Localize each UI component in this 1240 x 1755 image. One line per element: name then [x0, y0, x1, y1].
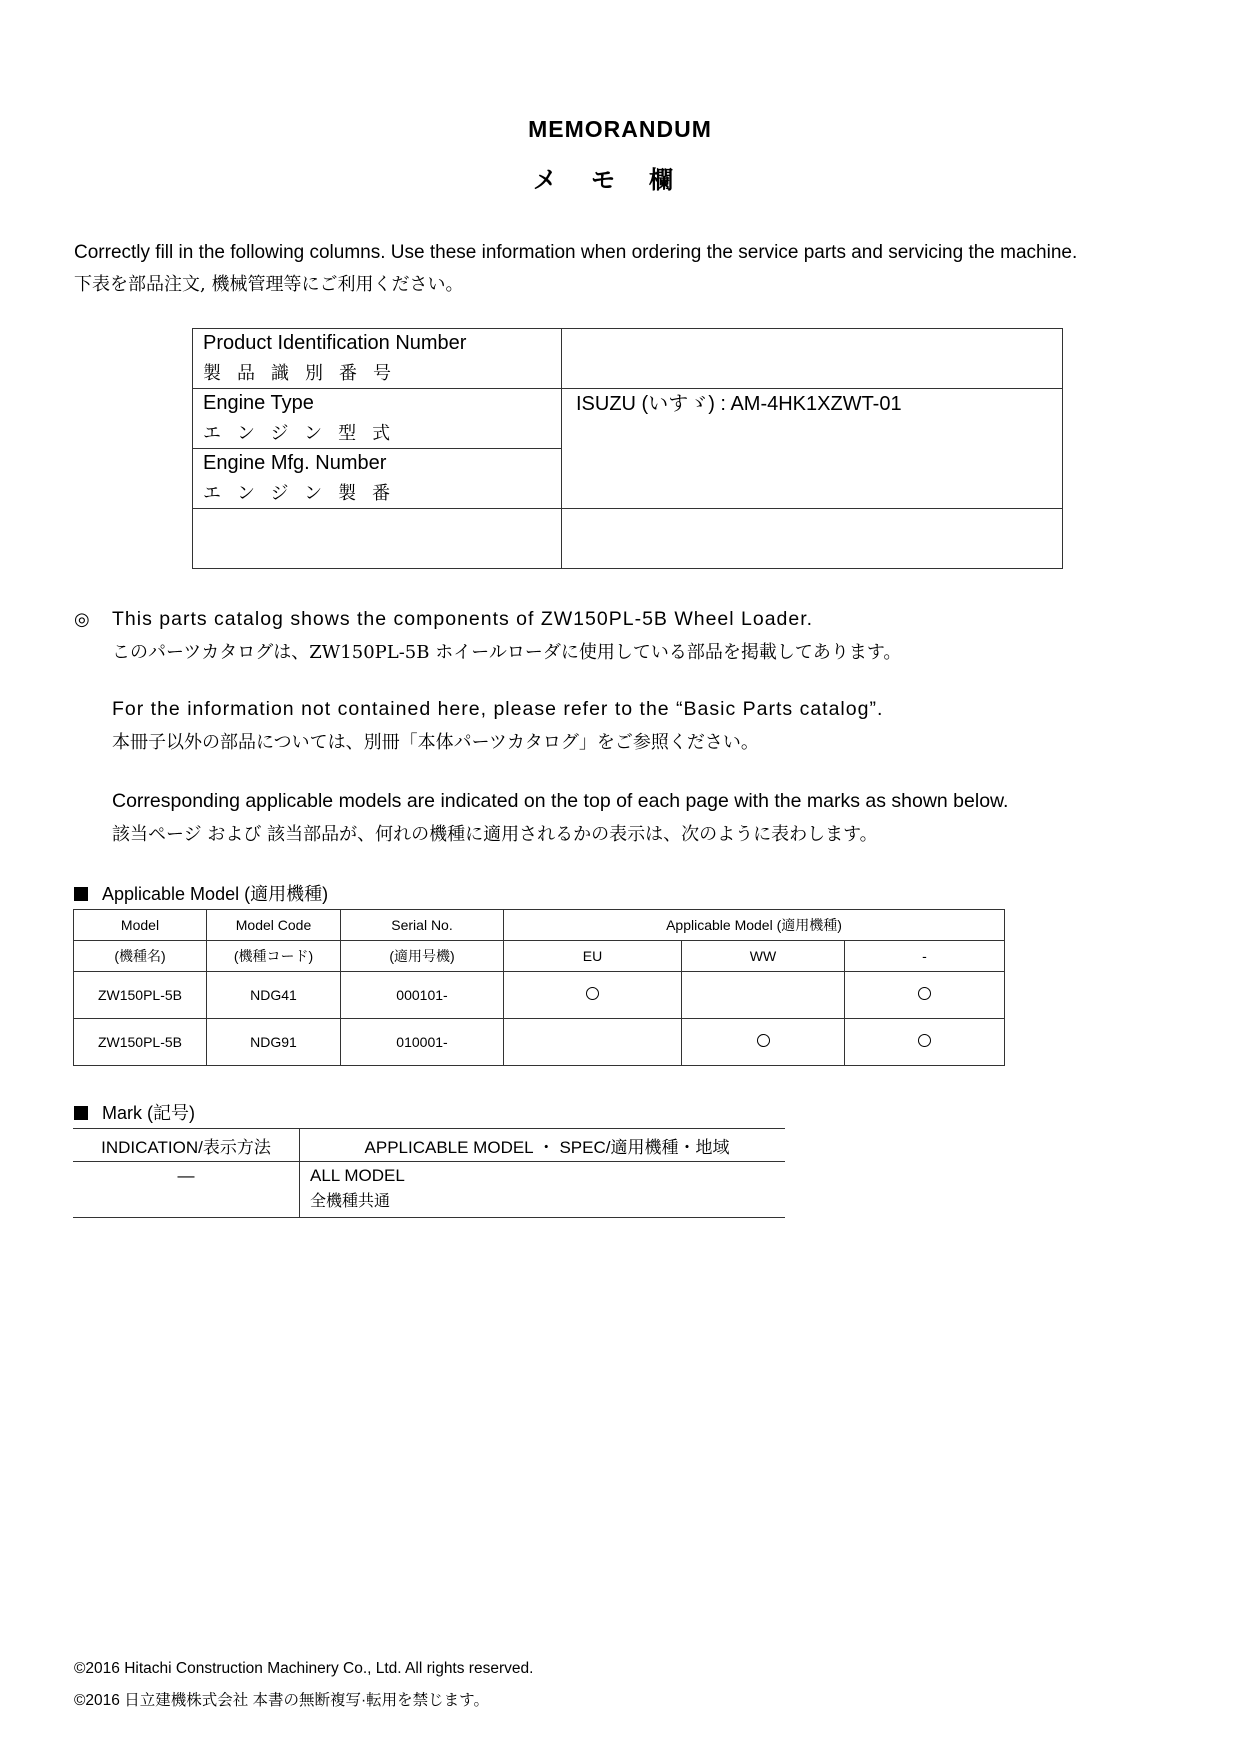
memo-label — [193, 329, 562, 389]
memo-label — [193, 389, 562, 449]
col-header-model-jp: (機種名) — [74, 941, 207, 972]
memo-label-jp: エンジン製番 — [203, 483, 407, 504]
cell-code: NDG41 — [207, 972, 341, 1019]
intro-en: Correctly fill in the following columns. Use these information when ordering the service parts and servicing the machine. — [74, 242, 1078, 263]
cell-indication: — — [73, 1162, 300, 1218]
double-circle-icon: ◎ — [74, 609, 90, 629]
memo-label — [193, 449, 562, 509]
note-p3-en: Corresponding applicable models are indicated on the top of each page with the marks as shown below. — [112, 790, 1009, 812]
circle-mark-icon — [757, 1034, 770, 1047]
page-title: MEMORANDUM — [528, 116, 712, 142]
memo-value-field — [562, 329, 1063, 389]
col-header-serial: Serial No. — [341, 910, 504, 941]
cell-serial: 010001- — [341, 1019, 504, 1066]
note-p3-jp: 該当ページ および 該当部品が、何れの機種に適用されるかの表示は、次のように表わします。 — [112, 824, 878, 845]
memo-row — [193, 389, 1063, 449]
footer-copyright-en: ©2016 Hitachi Construction Machinery Co., Ltd. All rights reserved. — [74, 1660, 534, 1677]
memo-label-jp: エンジン型式 — [203, 423, 407, 444]
memo-label-en: Engine Type — [203, 392, 314, 414]
cell-model: ZW150PL-5B — [74, 1019, 207, 1066]
table-row — [74, 972, 1005, 1019]
footer-copyright-jp: ©2016 日立建機株式会社 本書の無断複写·転用を禁じます。 — [74, 1692, 489, 1709]
section-heading-mark: Mark (記号) — [74, 1099, 195, 1125]
cell-mark-ww — [682, 1019, 845, 1066]
note-p2-en: For the information not contained here, please refer to the “Basic Parts catalog”. — [112, 698, 884, 720]
table-header-row — [73, 1129, 785, 1162]
cell-model-en: ALL MODEL — [310, 1166, 405, 1185]
note-p1-en: This parts catalog shows the components of ZW150PL-5B Wheel Loader. — [112, 608, 814, 630]
square-bullet-icon — [74, 887, 88, 901]
cell-model: ZW150PL-5B — [74, 972, 207, 1019]
circle-mark-icon — [586, 987, 599, 1000]
memo-label-en: Engine Mfg. Number — [203, 452, 387, 474]
circle-mark-icon — [918, 987, 931, 1000]
cell-mark-other — [845, 972, 1005, 1019]
memo-row — [193, 329, 1063, 389]
cell-mark-eu — [504, 972, 682, 1019]
col-header-eu: EU — [504, 941, 682, 972]
cell-code: NDG91 — [207, 1019, 341, 1066]
memo-value-field — [562, 509, 1063, 569]
memo-value-field — [562, 389, 1063, 509]
col-header-model: Model — [74, 910, 207, 941]
memo-label-en: Product Identification Number — [203, 332, 467, 354]
col-header-indication: INDICATION/表示方法 — [73, 1129, 300, 1162]
memo-label — [193, 509, 562, 569]
col-header-applicable: Applicable Model (適用機種) — [504, 910, 1005, 941]
applicable-model-table — [73, 909, 1005, 1066]
cell-model-jp: 全機種共通 — [310, 1191, 391, 1210]
cell-mark-other — [845, 1019, 1005, 1066]
col-header-applicable-spec: APPLICABLE MODEL ・ SPEC/適用機種・地域 — [300, 1129, 786, 1162]
col-header-serial-jp: (適用号機) — [341, 941, 504, 972]
cell-applicable-spec — [300, 1162, 786, 1218]
memo-label-jp: 製品識別番号 — [203, 363, 407, 384]
section-heading-applicable: Applicable Model (適用機種) — [74, 880, 328, 906]
square-bullet-icon — [74, 1106, 88, 1120]
cell-mark-eu — [504, 1019, 682, 1066]
note-p1-jp: このパーツカタログは、ZW150PL-5B ホイールローダに使用している部品を掲載してあります。 — [112, 642, 902, 663]
table-header-row — [74, 941, 1005, 972]
table-header-row — [74, 910, 1005, 941]
col-header-code: Model Code — [207, 910, 341, 941]
page-title-jp: メモ欄 — [533, 167, 707, 194]
mark-table — [73, 1128, 785, 1218]
note-p2-jp: 本冊子以外の部品については、別冊「本体パーツカタログ」をご参照ください。 — [112, 732, 759, 753]
table-row — [73, 1162, 785, 1218]
circle-mark-icon — [918, 1034, 931, 1047]
col-header-ww: WW — [682, 941, 845, 972]
memo-row — [193, 509, 1063, 569]
memo-table — [192, 328, 1063, 569]
col-header-code-jp: (機種コード) — [207, 941, 341, 972]
col-header-other: - — [845, 941, 1005, 972]
intro-jp: 下表を部品注文, 機械管理等にご利用ください。 — [74, 274, 464, 295]
table-row — [74, 1019, 1005, 1066]
cell-serial: 000101- — [341, 972, 504, 1019]
engine-type-value: ISUZU (いすゞ) : AM-4HK1XZWT-01 — [576, 392, 902, 415]
cell-mark-ww — [682, 972, 845, 1019]
